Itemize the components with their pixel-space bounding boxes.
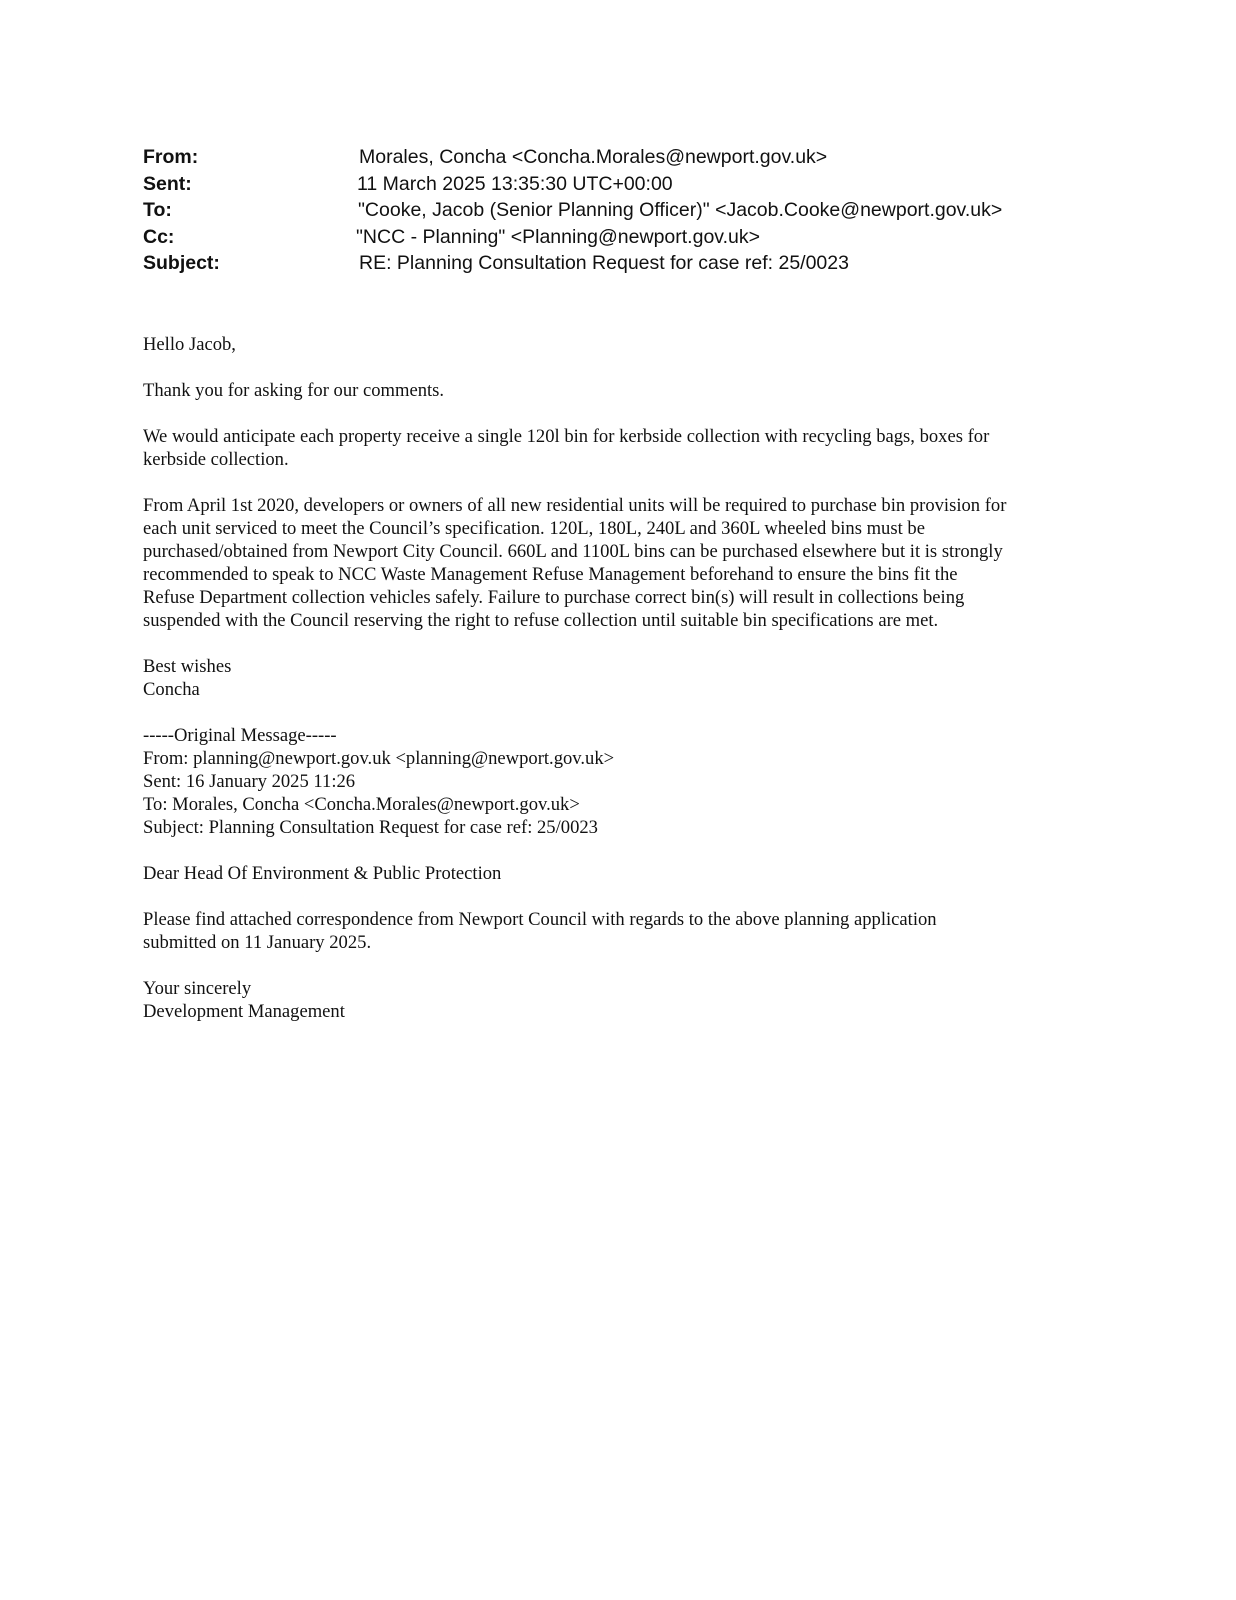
paragraph-line: purchased/obtained from Newport City Council. 660L and 1100L bins can be purchased elsewhere but it is strongly [143, 541, 1003, 562]
signature-line: Concha [143, 679, 200, 700]
specification-paragraph [143, 494, 1073, 632]
greeting-line: Hello Jacob, [143, 334, 236, 355]
from-label: From: [143, 146, 199, 168]
salutation-line: Dear Head Of Environment & Public Protection [143, 863, 502, 884]
email-header [143, 144, 1103, 277]
thanks-paragraph [143, 379, 1073, 402]
header-to-row [143, 197, 1103, 224]
paragraph-line: suspended with the Council reserving the right to refuse collection until suitable bin specifications are met. [143, 610, 939, 631]
from-value: Morales, Concha <Concha.Morales@newport.gov.uk> [359, 146, 828, 168]
header-cc-row [143, 224, 1103, 251]
original-message-header [143, 724, 1073, 839]
paragraph-line: Refuse Department collection vehicles safely. Failure to purchase correct bin(s) will result in collections being [143, 587, 965, 608]
original-closing [143, 977, 1073, 1023]
to-value: "Cooke, Jacob (Senior Planning Officer)" <Jacob.Cooke@newport.gov.uk> [358, 199, 1003, 221]
cc-value: "NCC - Planning" <Planning@newport.gov.uk> [356, 225, 760, 248]
bin-paragraph [143, 425, 1073, 471]
paragraph-line: recommended to speak to NCC Waste Management Refuse Management beforehand to ensure the bins fit the [143, 564, 958, 585]
paragraph-line: Please find attached correspondence from Newport Council with regards to the above planning application [143, 909, 937, 930]
original-from: From: planning@newport.gov.uk <planning@newport.gov.uk> [143, 748, 615, 769]
sent-label: Sent: [143, 172, 192, 195]
paragraph-line: kerbside collection. [143, 449, 289, 470]
team-line: Development Management [143, 1001, 345, 1022]
subject-label: Subject: [143, 252, 220, 274]
signoff-block [143, 655, 1073, 701]
header-subject-row [143, 250, 1103, 277]
greeting [143, 333, 1073, 356]
thanks-line: Thank you for asking for our comments. [143, 380, 445, 401]
paragraph-line: each unit serviced to meet the Council’s specification. 120L, 180L, 240L and 360L wheeled bins must be [143, 518, 925, 539]
subject-value: RE: Planning Consultation Request for case ref: 25/0023 [359, 252, 849, 274]
paragraph-line: From April 1st 2020, developers or owners of all new residential units will be required to purchase bin provision for [143, 495, 1007, 516]
header-sent-row [143, 171, 1103, 198]
closing-line: Your sincerely [143, 978, 252, 999]
signoff-line: Best wishes [143, 656, 232, 677]
email-body [143, 333, 1073, 1046]
original-sent: Sent: 16 January 2025 11:26 [143, 771, 356, 792]
paragraph-line: We would anticipate each property receive a single 120l bin for kerbside collection with recycling bags, boxes for [143, 426, 990, 447]
original-separator: -----Original Message----- [143, 725, 337, 746]
original-to: To: Morales, Concha <Concha.Morales@newport.gov.uk> [143, 794, 580, 815]
header-from-row [143, 144, 1103, 171]
original-text [143, 908, 1073, 954]
cc-label: Cc: [143, 225, 175, 248]
to-label: To: [143, 199, 172, 221]
sent-value: 11 March 2025 13:35:30 UTC+00:00 [357, 172, 673, 195]
original-salutation [143, 862, 1073, 885]
paragraph-line: submitted on 11 January 2025. [143, 932, 372, 953]
original-subject: Subject: Planning Consultation Request for case ref: 25/0023 [143, 817, 598, 838]
